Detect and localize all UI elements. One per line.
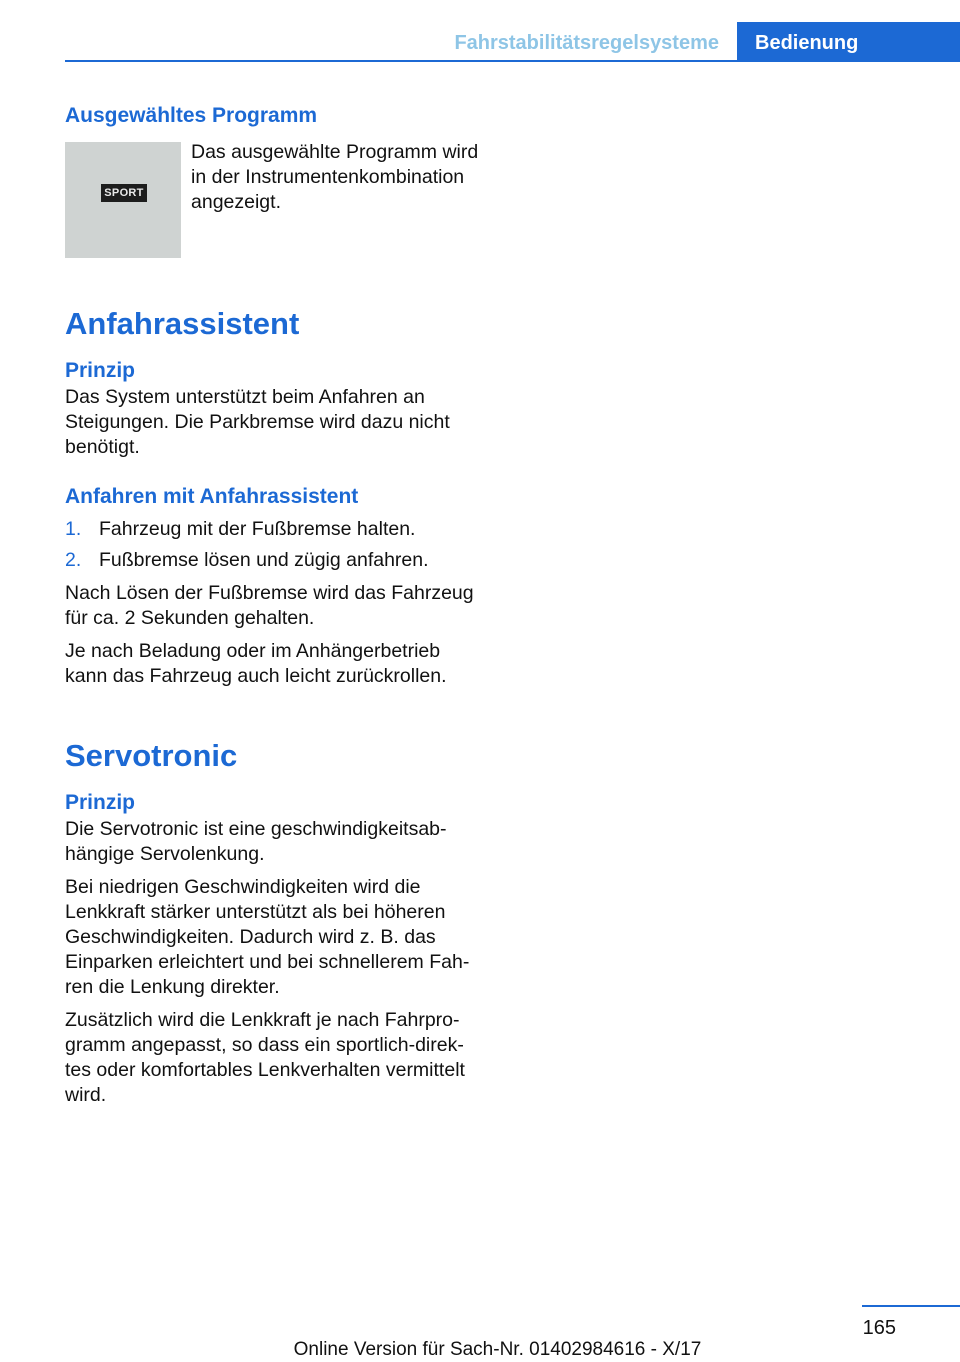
hill-start-principle-text: Das System unterstützt beim Anfahren an Steigungen. Die Parkbremse wird dazu nicht benötigt. [65,386,450,458]
hill-start-note-rollback: Je nach Beladung oder im Anhängerbetrieb kann das Fahrzeug auch leicht zurückrollen. [65,640,447,687]
step-number: 2. [65,549,82,571]
header-chapter-tab: Bedienung [737,22,960,62]
step-text: Fußbremse lösen und zügig anfahren. [99,549,429,571]
footer-divider [862,1305,960,1307]
header-section-title: Fahrstabilitätsregelsysteme [454,32,719,54]
selected-program-heading: Ausgewähltes Programm [65,104,318,127]
selected-program-figure [65,142,480,258]
hill-start-usage-heading: Anfahren mit Anfahrassistent [65,485,359,508]
hill-start-principle-heading: Prinzip [65,359,136,382]
online-version-note: Online Version für Sach-Nr. 01402984616 - X/17 [293,1339,702,1360]
servotronic-paragraph-2: Bei niedrigen Geschwindigkeiten wird die Lenkkraft stärker unterstützt als bei höheren Geschwindigkeiten. Dadurch wird z. B. das Einparken erleichtert und bei schnellerem Fahren die Lenkung direkter. [65,876,470,998]
servotronic-paragraph-3: Zusätzlich wird die Lenkkraft je nach Fahrprogramm angepasst, so dass ein sportlich-direktes oder komfortables Lenkverhalten vermittelt wird. [65,1009,465,1106]
hill-start-steps [65,517,480,573]
page-number: 165 [862,1317,896,1339]
servotronic-principle-heading: Prinzip [65,791,136,814]
list-item [65,517,480,542]
step-text: Fahrzeug mit der Fußbremse halten. [99,518,416,540]
servotronic-title: Servotronic [65,738,238,773]
hill-start-title: Anfahrassistent [65,306,300,341]
step-number: 1. [65,518,82,540]
sport-display-image [65,142,181,258]
selected-program-text: Das ausgewählte Programm wird in der Instrumentenkombination angezeigt. [191,141,479,213]
servotronic-paragraph-1: Die Servotronic ist eine geschwindigkeitsabhängige Servolenkung. [65,818,447,865]
page-content [65,102,480,1108]
hill-start-note-hold: Nach Lösen der Fußbremse wird das Fahrzeug für ca. 2 Sekunden gehalten. [65,582,474,629]
list-item [65,548,480,573]
header-divider [65,60,960,62]
sport-indicator-icon: SPORT [101,184,147,202]
